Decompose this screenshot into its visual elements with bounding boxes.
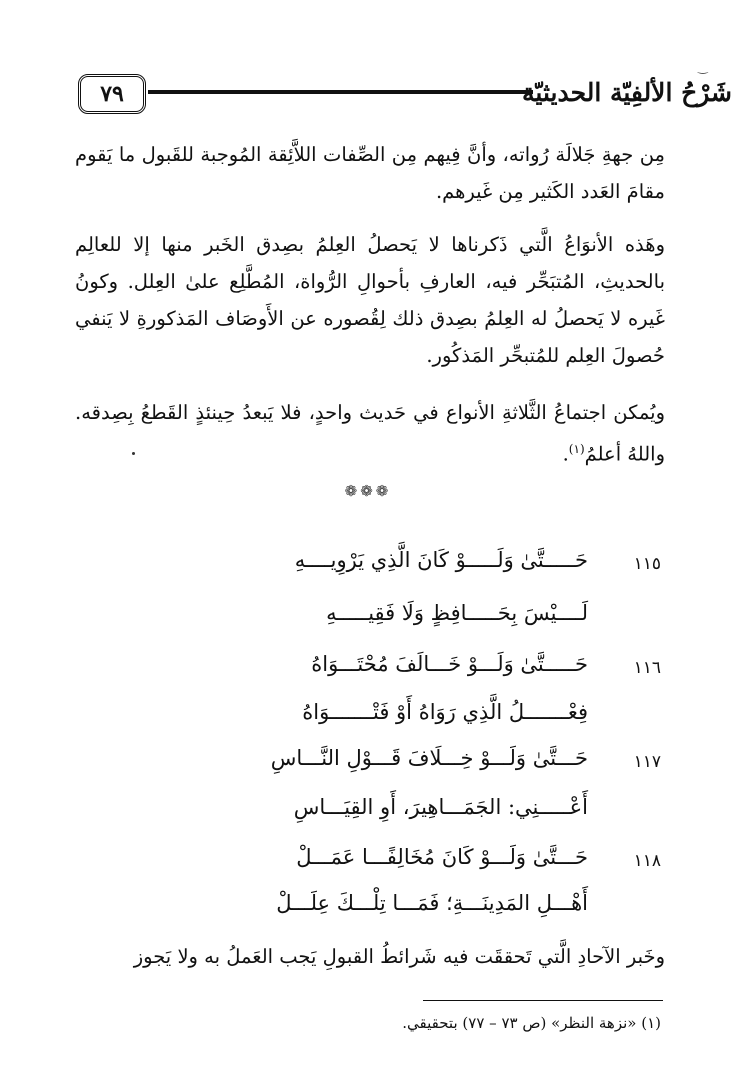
paragraph-1 (75, 136, 665, 210)
verse-number: ١١٦ (633, 658, 661, 678)
verse-line: حَـــــتَّىٰ وَلَـــــوْ كَانَ الَّذِي يَرْوِيــــهِ (294, 548, 588, 572)
footnote: (١) «نزهة النظر» (ص ٧٣ – ٧٧) بتحقيقي. (402, 1014, 661, 1032)
verse-line: لَــــيْسَ بِحَـــــافِظٍ وَلَا فَقِيـــــهِ (326, 601, 588, 625)
paragraph-1-text: مِن جهةِ جَلالَة رُواته، وأنَّ فِيهم مِن الصِّفات اللاَّئِقة المُوجبة للقَبول ما يَقوم مقامَ العَدد الكَثير مِن غَيرهم. (75, 143, 665, 203)
continuation-line: وخَبر الآحادِ الَّتي تَحققَت فيه شَرائطُ القبولِ يَجب العَملُ به ولا يَجوز (133, 945, 665, 968)
running-title: شَرْحُ الألفِيّة الحديثيّة (522, 77, 732, 107)
page-header (72, 66, 732, 122)
paragraph-2 (75, 226, 665, 374)
verse-number: ١١٥ (633, 554, 661, 574)
header-rule (148, 90, 533, 94)
verse-line: حَـــــتَّىٰ وَلَـــوْ خَـــالَفَ مُحْتَـــوَاهُ (311, 652, 588, 676)
verse-line: أَهْـــلِ المَدِينَـــةِ؛ فَمَـــا تِلْـــكَ عِلَـــلْ (276, 891, 588, 915)
footnote-rule (423, 1000, 663, 1001)
verse-number: ١١٨ (633, 851, 661, 871)
verse-line: أَعْـــــنِي: الجَمَـــاهِيرَ، أَوِ القِيَـــاسِ (293, 795, 588, 819)
paragraph-3-body: ويُمكن اجتماعُ الثَّلاثةِ الأنواع في حَديث واحدٍ، فلا يَبعدُ حِينئذٍ القَطعُ بِصِدقه. واللهُ أعلمُ (75, 401, 665, 466)
verse-line: حَـــتَّىٰ وَلَـــوْ خِـــلَافَ قَـــوْلِ النَّـــاسِ (270, 746, 588, 770)
verse-number: ١١٧ (633, 752, 661, 772)
corner-mark: ‿ (698, 60, 708, 74)
paragraph-3 (75, 394, 665, 473)
footnote-ref[interactable]: (١) (568, 442, 585, 456)
verse-line: حَـــتَّىٰ وَلَـــوْ كَانَ مُخَالِفًـــا عَمَـــلْ (296, 845, 588, 869)
paragraph-2-text: وهَذه الأنوَاعُ الَّتي ذَكرناها لا يَحصلُ العِلمُ بصِدق الخَبر منها إلا للعالِم بالحديثِ، المُتبَحِّر فيه، العارفِ بأحوالِ الرُّواة، المُطَّلِع علىٰ العِلل. وكونُ غَيره لا يَحصلُ له العِلمُ بصِدق ذلك لِقُصوره عن الأَوصَاف المَذكورةِ لا يَنفي حُصولَ العِلم للمُتبحِّر المَذكُور. (75, 233, 665, 367)
stray-dot (132, 452, 135, 455)
section-separator: ❁❁❁ (344, 482, 392, 500)
paragraph-3-end: . (562, 442, 569, 466)
verse-line: فِعْـــــــلُ الَّذِي رَوَاهُ أَوْ فَتْـــــــوَاهُ (302, 700, 588, 724)
page-number: ٧٩ (78, 74, 146, 114)
paragraph-3-text (75, 394, 665, 473)
